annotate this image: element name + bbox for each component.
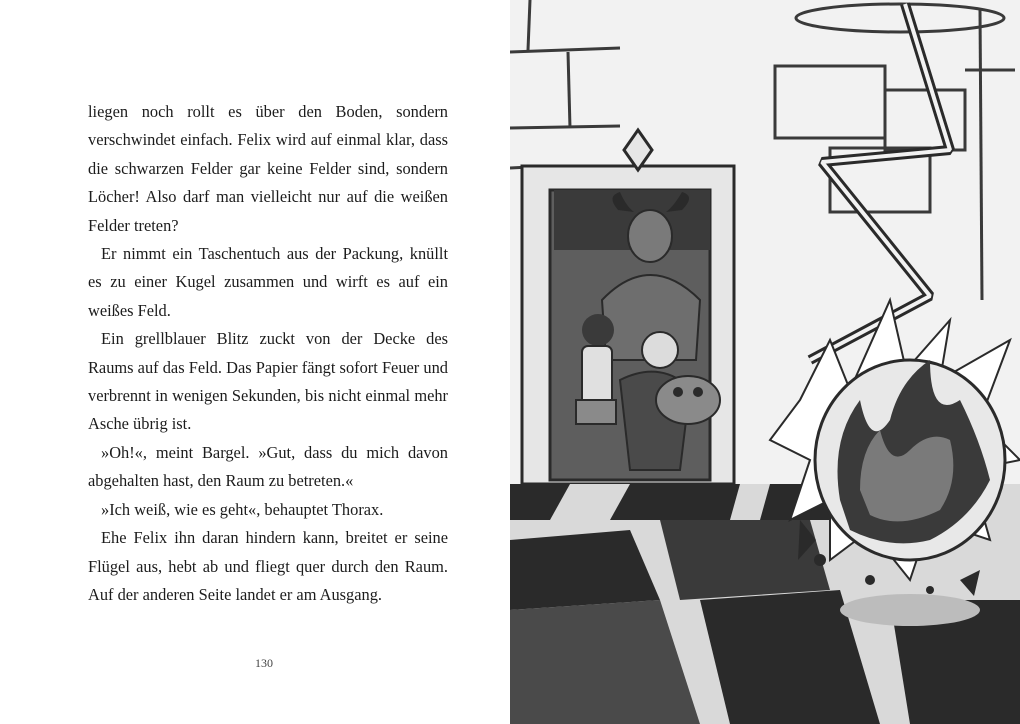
illustration-page — [510, 0, 1020, 724]
paragraph-2: Er nimmt ein Taschentuch aus der Packung, knüllt es zu einer Kugel zusammen und wirft es auf ein weißes Feld. — [88, 244, 448, 320]
paragraph-6: Ehe Felix ihn daran hindern kann, breitet er seine Flügel aus, hebt ab und fliegt quer durch den Raum. Auf der anderen Seite landet er am Ausgang. — [88, 528, 448, 604]
paragraph-4: »Oh!«, meint Bargel. »Gut, dass du mich davon abgehalten hast, den Raum zu betreten.« — [88, 442, 448, 491]
story-text — [88, 98, 448, 609]
paragraph-5: »Ich weiß, wie es geht«, behauptet Thorax. — [101, 499, 384, 519]
paragraph-1: liegen noch rollt es über den Boden, sondern verschwindet einfach. Felix wird auf einmal klar, dass die schwarzen Felder gar keine Felder sind, sondern Löcher! Also darf man vielleicht nur auf die weißen Felder treten? — [88, 102, 448, 235]
page-number: 130 — [255, 656, 273, 670]
paragraph-3: Ein grellblauer Blitz zuckt von der Decke des Raums auf das Feld. Das Papier fängt sofort Feuer und verbrennt in wenigen Sekunden, bis nicht einmal mehr Asche übrig ist. — [88, 329, 448, 434]
illustration-drawing — [510, 0, 1020, 724]
